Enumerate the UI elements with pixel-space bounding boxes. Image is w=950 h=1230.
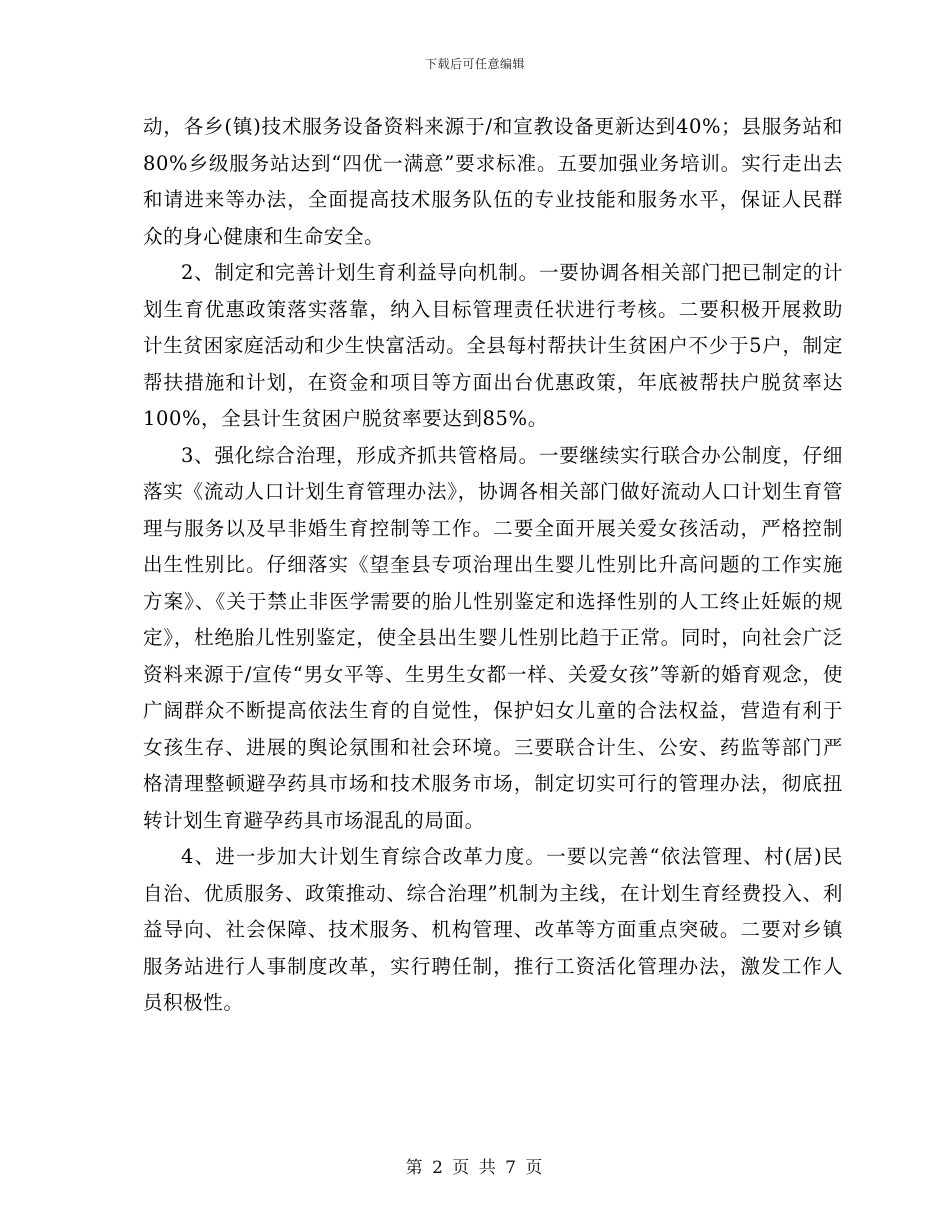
page-number-footer: 第 2 页 共 7 页 (405, 1158, 545, 1178)
paragraph-section-3: 3、强化综合治理，形成齐抓共管格局。一要继续实行联合办公制度，仔细落实《流动人口计划生育管理办法》，协调各相关部门做好流动人口计划生育管理与服务以及早非婚生育控制等工作。二要全面开展关爱女孩活动，严格控制出生性别比。仔细落实《望奎县专项治理出生婴儿性别比升高问题的工作实施方案》、《关于禁止非医学需要的胎儿性别鉴定和选择性别的人工终止妊娠的规定》，杜绝胎儿性别鉴定，使全县出生婴儿性别比趋于正常。同时，向社会广泛资料来源于/宣传“男女平等、生男生女都一样、关爱女孩”等新的婚育观念，使广阔群众不断提高依法生育的自觉性，保护妇女儿童的合法权益，营造有利于女孩生存、进展的舆论氛围和社会环境。三要联合计生、公安、药监等部门严格清理整顿避孕药具市场和技术服务市场，制定切实可行的管理办法，彻底扭转计划生育避孕药具市场混乱的局面。 (143, 443, 843, 832)
paragraph-section-4: 4、进一步加大计划生育综合改革力度。一要以完善“依法管理、村(居)民自治、优质服务、政策推动、综合治理”机制为主线，在计划生育经费投入、利益导向、社会保障、技术服务、机构管理、改革等方面重点突破。二要对乡镇服务站进行人事制度改革，实行聘任制，推行工资活化管理办法，激发工作人员积极性。 (143, 845, 843, 1014)
paragraph-section-2: 2、制定和完善计划生育利益导向机制。一要协调各相关部门把已制定的计划生育优惠政策落实落靠，纳入目标管理责任状进行考核。二要积极开展救助计生贫困家庭活动和少生快富活动。全县每村帮扶计生贫困户不少于5户，制定帮扶措施和计划，在资金和项目等方面出台优惠政策，年底被帮扶户脱贫率达100%，全县计生贫困户脱贫率要达到85%。 (143, 261, 843, 430)
paragraph-continuation: 动，各乡(镇)技术服务设备资料来源于/和宣教设备更新达到40%；县服务站和80%乡级服务站达到“四优一满意”要求标准。五要加强业务培训。实行走出去和请进来等办法，全面提高技术服务队伍的专业技能和服务水平，保证人民群众的身心健康和生命安全。 (143, 115, 843, 248)
document-body (143, 109, 843, 1022)
page-header: 下载后可任意编辑 (424, 57, 525, 71)
